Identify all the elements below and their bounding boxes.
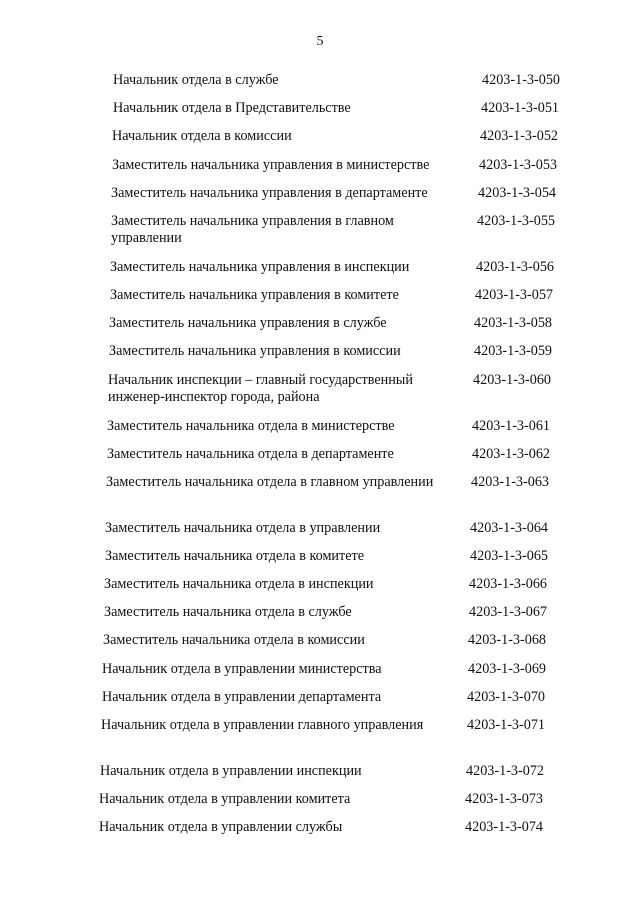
position-title: Начальник отдела в управлении министерства	[102, 661, 382, 677]
position-code: 4203-1-3-069	[468, 661, 547, 677]
position-code: 4203-1-3-057	[475, 287, 554, 303]
position-code: 4203-1-3-051	[481, 100, 560, 116]
position-title: Заместитель начальника отдела в комитете	[105, 548, 365, 564]
position-title: Начальник отдела в комиссии	[112, 128, 292, 144]
position-code: 4203-1-3-066	[469, 576, 548, 592]
position-code: 4203-1-3-054	[478, 185, 557, 201]
position-title: Заместитель начальника управления в службе	[109, 315, 387, 331]
position-title: Заместитель начальника отдела в инспекции	[104, 576, 374, 592]
position-title: Начальник отдела в управлении службы	[99, 819, 343, 835]
position-code: 4203-1-3-061	[472, 418, 551, 434]
position-code: 4203-1-3-060	[473, 372, 552, 388]
position-code: 4203-1-3-055	[477, 213, 556, 229]
position-title: Начальник отдела в управлении инспекции	[100, 763, 362, 779]
position-title: Заместитель начальника отдела в главном управлении	[106, 474, 434, 490]
position-code: 4203-1-3-070	[467, 689, 546, 705]
position-code: 4203-1-3-056	[476, 259, 555, 275]
position-code: 4203-1-3-062	[472, 446, 551, 462]
position-title: Заместитель начальника отдела в управлении	[105, 520, 381, 536]
page-number: 5	[316, 34, 324, 49]
position-code: 4203-1-3-065	[470, 548, 549, 564]
position-code: 4203-1-3-072	[466, 763, 545, 779]
position-code: 4203-1-3-063	[471, 474, 550, 490]
position-title: Заместитель начальника отдела в комиссии	[103, 632, 365, 648]
position-code: 4203-1-3-064	[470, 520, 549, 536]
position-code: 4203-1-3-052	[480, 128, 559, 144]
position-title: Заместитель начальника управления в главном управлении	[111, 213, 394, 246]
position-code: 4203-1-3-071	[467, 717, 546, 733]
position-title: Начальник отдела в Представительстве	[113, 100, 351, 116]
position-code: 4203-1-3-073	[465, 791, 544, 807]
position-title: Заместитель начальника управления в департаменте	[111, 185, 428, 201]
position-code: 4203-1-3-067	[469, 604, 548, 620]
position-code: 4203-1-3-053	[479, 157, 558, 173]
position-code: 4203-1-3-059	[474, 343, 553, 359]
position-title: Заместитель начальника отдела в министерстве	[107, 418, 395, 434]
position-title: Начальник отдела в службе	[113, 72, 279, 88]
position-title: Начальник инспекции – главный государственный инженер-инспектор города, района	[108, 372, 413, 405]
position-title: Начальник отдела в управлении департамента	[102, 689, 382, 705]
position-title: Заместитель начальника управления в комиссии	[109, 343, 401, 359]
position-title: Начальник отдела в управлении главного управления	[101, 717, 424, 733]
position-title: Заместитель начальника управления в министерстве	[112, 157, 430, 173]
position-title: Заместитель начальника управления в инспекции	[110, 259, 410, 275]
position-title: Заместитель начальника отдела в службе	[104, 604, 352, 620]
position-code: 4203-1-3-050	[482, 72, 561, 88]
position-code: 4203-1-3-074	[465, 819, 544, 835]
position-title: Заместитель начальника управления в комитете	[110, 287, 399, 303]
position-title: Заместитель начальника отдела в департаменте	[107, 446, 394, 462]
position-code: 4203-1-3-068	[468, 632, 547, 648]
position-title: Начальник отдела в управлении комитета	[99, 791, 351, 807]
position-code: 4203-1-3-058	[474, 315, 553, 331]
